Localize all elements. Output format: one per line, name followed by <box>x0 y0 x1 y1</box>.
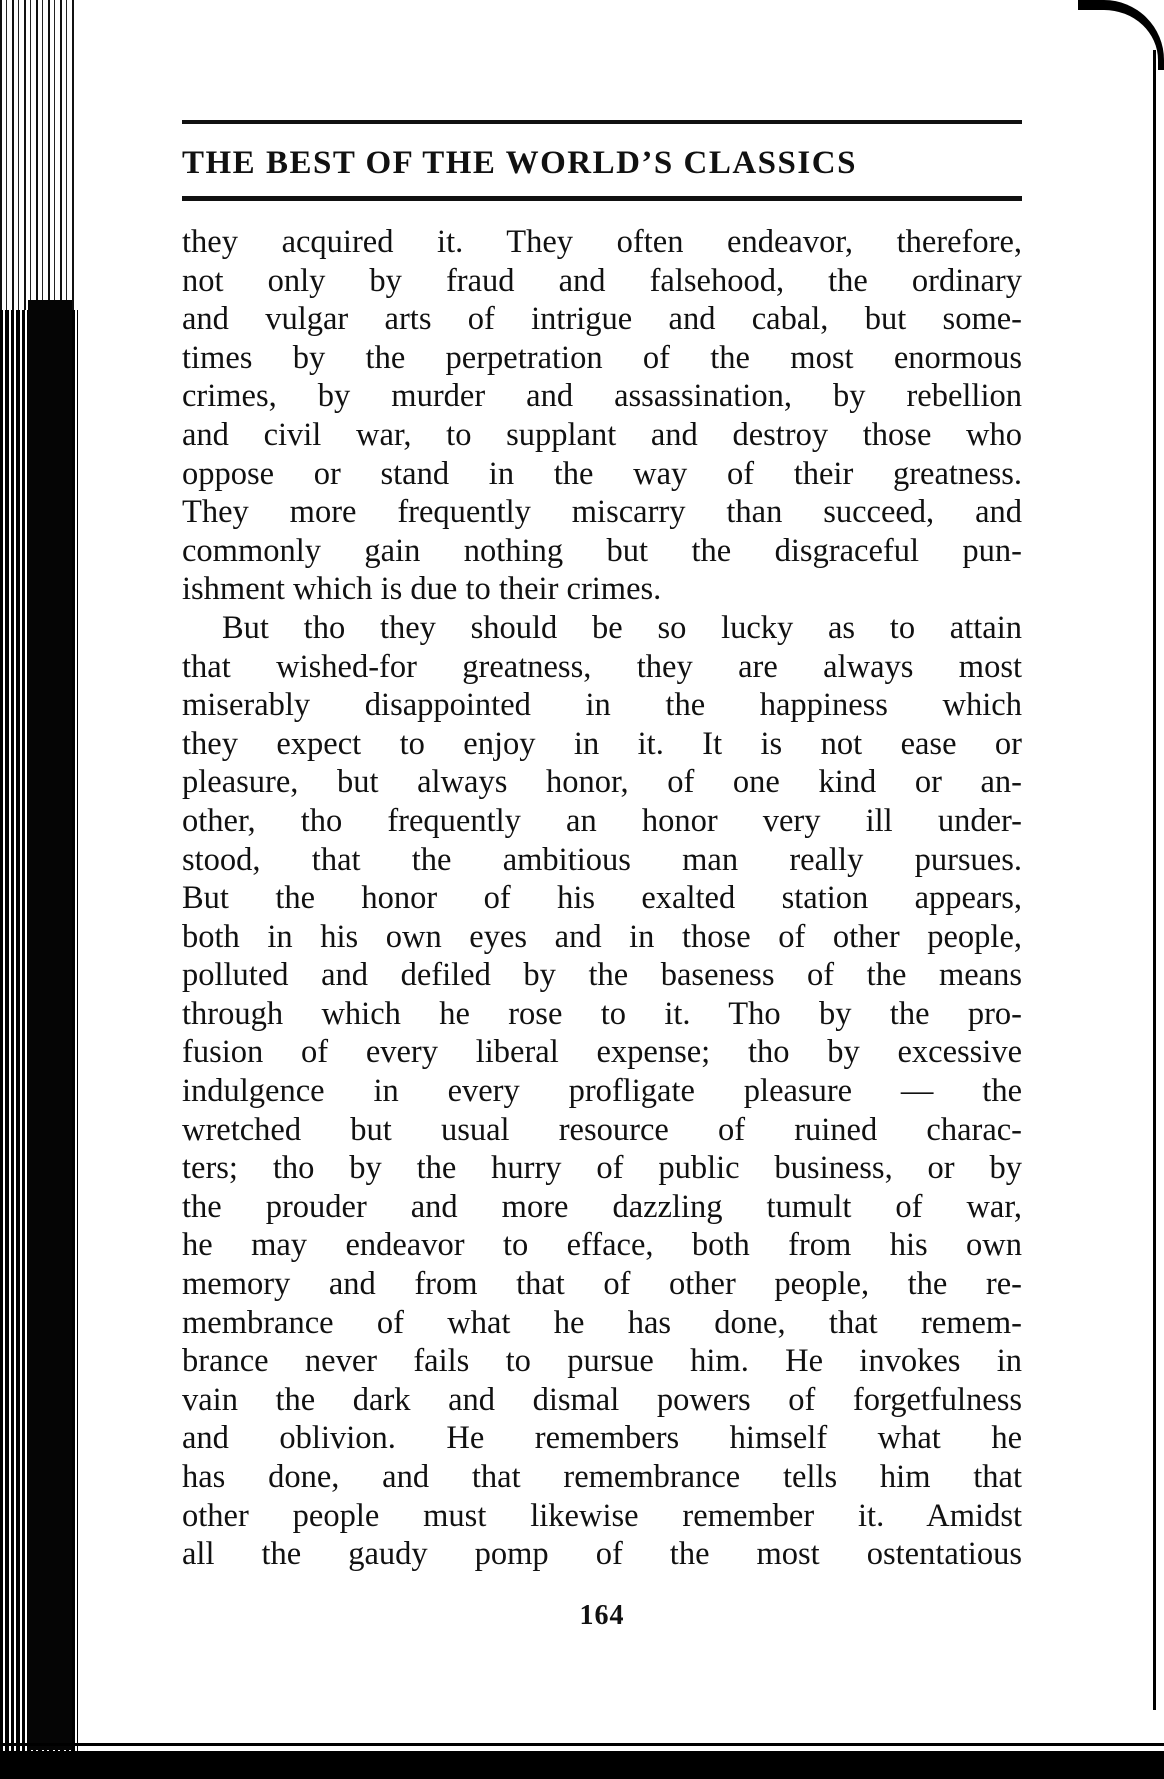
book-spine-shadow <box>28 300 72 1750</box>
text-line: through which he rose to it. Tho by the pro- <box>182 995 1022 1032</box>
text-line: crimes, by murder and assassination, by rebellion <box>182 378 1022 415</box>
text-line: ishment which is due to their crimes. <box>182 571 662 608</box>
text-line: they acquired it. They often endeavor, therefore, <box>182 224 1022 260</box>
text-line: they expect to enjoy in it. It is not ease or <box>182 725 1022 762</box>
text-line: fusion of every liberal expense; tho by excessive <box>182 1034 1022 1071</box>
text-line: polluted and defiled by the baseness of the means <box>182 957 1022 994</box>
text-line: pleasure, but always honor, of one kind or an- <box>182 764 1022 801</box>
page-right-edge <box>1106 0 1164 1779</box>
text-line: other people must likewise remember it. Amidst <box>182 1497 1022 1534</box>
text-line: They more frequently miscarry than succeed, and <box>182 494 1022 531</box>
page-corner-curve <box>1078 0 1164 70</box>
header-rule-bottom <box>182 196 1022 201</box>
text-line: membrance of what he has done, that remem- <box>182 1304 1022 1341</box>
page-bottom-edge <box>0 1751 1164 1779</box>
text-line: other, tho frequently an honor very ill under- <box>182 802 1022 839</box>
text-line: stood, that the ambitious man really pursues. <box>182 841 1022 878</box>
book-page <box>182 120 1022 1632</box>
text-line: But the honor of his exalted station appears, <box>182 880 1022 917</box>
text-line: he may endeavor to efface, both from his own <box>182 1227 1022 1264</box>
book-gutter-edge <box>0 0 78 310</box>
body-text <box>182 223 1022 1574</box>
text-line: indulgence in every profligate pleasure — the <box>182 1073 1022 1110</box>
text-line: miserably disappointed in the happiness which <box>182 687 1022 724</box>
text-line: not only by fraud and falsehood, the ordinary <box>182 262 1022 299</box>
text-line: and civil war, to supplant and destroy those who <box>182 416 1022 453</box>
page-bottom-rule <box>0 1743 1164 1746</box>
page-edge-line <box>1153 50 1156 1710</box>
text-line: brance never fails to pursue him. He invokes in <box>182 1343 1022 1380</box>
text-line: the prouder and more dazzling tumult of war, <box>182 1188 1022 1225</box>
text-line-paragraph-start: But tho they should be so lucky as to attain <box>222 609 1022 646</box>
text-line: that wished-for greatness, they are always most <box>182 648 1022 685</box>
header-rule-top <box>182 120 1022 124</box>
text-line: times by the perpetration of the most enormous <box>182 339 1022 376</box>
text-line: oppose or stand in the way of their greatness. <box>182 455 1022 492</box>
page-number: 164 <box>579 1599 625 1631</box>
running-title: THE BEST OF THE WORLD’S CLASSICS <box>182 145 857 181</box>
text-line: commonly gain nothing but the disgraceful pun- <box>182 532 1022 569</box>
text-line: both in his own eyes and in those of other people, <box>182 918 1022 955</box>
text-line: and vulgar arts of intrigue and cabal, but some- <box>182 301 1022 338</box>
text-line: wretched but usual resource of ruined charac- <box>182 1111 1022 1148</box>
text-line: and oblivion. He remembers himself what he <box>182 1420 1022 1457</box>
text-line: vain the dark and dismal powers of forgetfulness <box>182 1381 1022 1418</box>
text-line: has done, and that remembrance tells him that <box>182 1459 1022 1495</box>
text-line: ters; tho by the hurry of public business, or by <box>182 1150 1022 1187</box>
text-line: all the gaudy pomp of the most ostentatious <box>182 1536 1022 1573</box>
text-line: memory and from that of other people, the re- <box>182 1266 1022 1303</box>
